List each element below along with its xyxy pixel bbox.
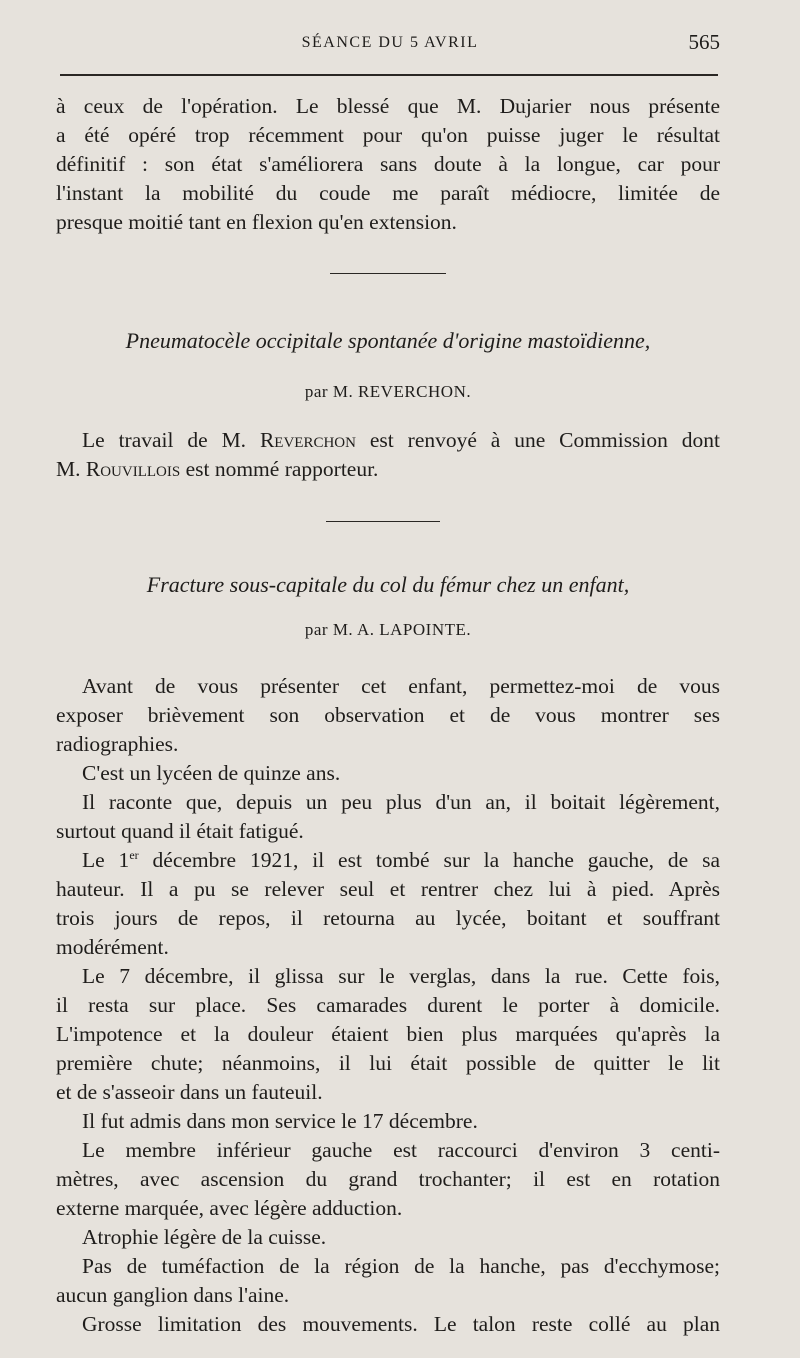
running-title: SÉANCE DU 5 AVRIL	[301, 34, 479, 51]
section-title: Pneumatocèle occipitale spontanée d'origine mastoïdienne,	[125, 328, 651, 353]
text-line: Atrophie légère de la cuisse.	[82, 1225, 327, 1249]
text-line: Le travail de M. Reverchon est renvoyé à une Commission dont	[82, 428, 721, 452]
text-line: aucun ganglion dans l'aine.	[56, 1283, 290, 1307]
section-byline: par M. REVERCHON.	[304, 382, 472, 401]
text-line: surtout quand il était fatigué.	[56, 819, 304, 843]
text-line: définitif : son état s'améliorera sans doute à la longue, car pour	[56, 152, 720, 176]
text-line: Avant de vous présenter cet enfant, permettez-moi de vous	[82, 674, 720, 698]
intro-paragraph	[56, 92, 720, 237]
text-line: Grosse limitation des mouvements. Le talon reste collé au plan	[82, 1312, 720, 1336]
page-number: 565	[688, 30, 720, 54]
text-line: presque moitié tant en flexion qu'en extension.	[56, 210, 457, 234]
text-line: Il raconte que, depuis un peu plus d'un an, il boitait légèrement,	[82, 790, 720, 814]
text-line: Il fut admis dans mon service le 17 décembre.	[82, 1109, 478, 1133]
section-separator	[330, 273, 446, 274]
section2-body	[56, 672, 720, 1339]
text-line: il resta sur place. Ses camarades durent le porter à domicile.	[56, 993, 720, 1017]
text-line: Pas de tuméfaction de la région de la hanche, pas d'ecchymose;	[82, 1254, 720, 1278]
section-byline: par M. A. LAPOINTE.	[304, 620, 472, 639]
author-name: Rouvillois	[85, 457, 181, 481]
section-separator	[326, 521, 440, 522]
text-line: Le 1er décembre 1921, il est tombé sur la hanche gauche, de sa	[82, 847, 720, 872]
text-line: externe marquée, avec légère adduction.	[56, 1196, 403, 1220]
author-name: Reverchon	[259, 428, 356, 452]
text-line: modérément.	[56, 935, 169, 959]
text-line: Le membre inférieur gauche est raccourci d'environ 3 centi-	[82, 1138, 720, 1162]
section1-paragraph	[56, 426, 720, 484]
text-line: et de s'asseoir dans un fauteuil.	[56, 1080, 323, 1104]
text-line: C'est un lycéen de quinze ans.	[82, 761, 341, 785]
text-line: trois jours de repos, il retourna au lycée, boitant et souffrant	[56, 906, 720, 930]
text-line: l'instant la mobilité du coude me paraît médiocre, limitée de	[56, 181, 720, 205]
text-line: M. Rouvillois est nommé rapporteur.	[56, 457, 379, 481]
text-line: à ceux de l'opération. Le blessé que M. Dujarier nous présente	[56, 94, 720, 118]
text-line: a été opéré trop récemment pour qu'on puisse juger le résultat	[56, 123, 720, 147]
text-line: mètres, avec ascension du grand trochanter; il est en rotation	[56, 1167, 720, 1191]
text-line: première chute; néanmoins, il lui était possible de quitter le lit	[56, 1051, 720, 1075]
text-line: hauteur. Il a pu se relever seul et rentrer chez lui à pied. Après	[56, 877, 720, 901]
text-line: Le 7 décembre, il glissa sur le verglas, dans la rue. Cette fois,	[82, 964, 720, 988]
header-rule	[60, 74, 718, 76]
page-header	[60, 30, 720, 64]
section-title: Fracture sous-capitale du col du fémur chez un enfant,	[146, 572, 630, 597]
text-line: L'impotence et la douleur étaient bien plus marquées qu'après la	[56, 1022, 720, 1046]
text-line: radiographies.	[56, 732, 179, 756]
text-line: exposer brièvement son observation et de vous montrer ses	[56, 703, 720, 727]
